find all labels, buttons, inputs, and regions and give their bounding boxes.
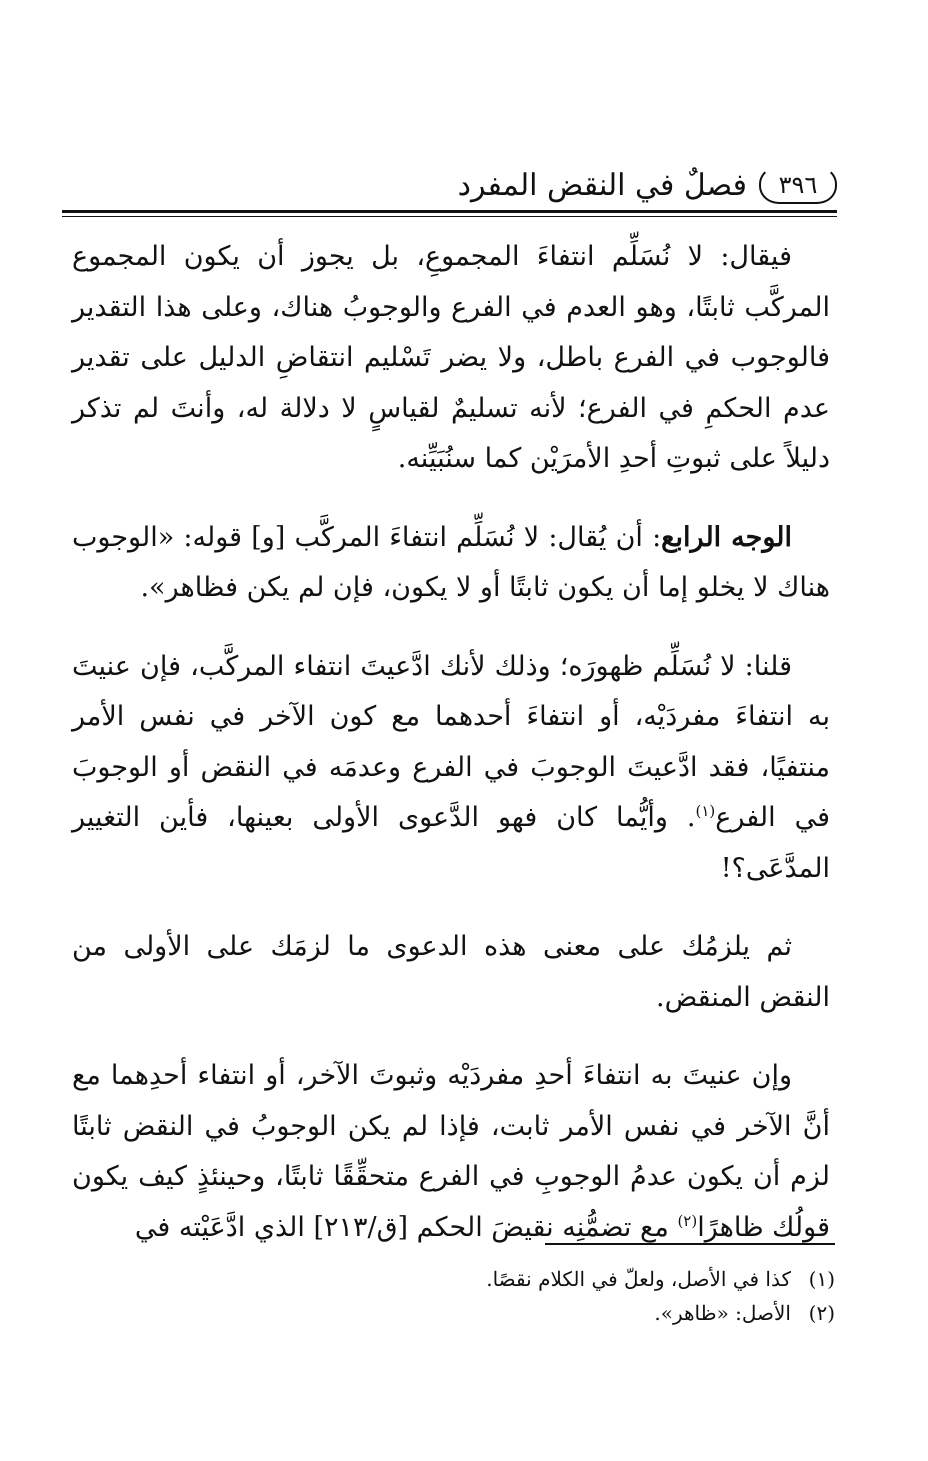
paragraph-4-text: ثم يلزمُك على معنى هذه الدعوى ما لزمَك على الأولى من النقض المنقض. <box>72 931 830 1013</box>
section-lead: الوجه الرابع <box>661 521 792 553</box>
footnote-1-number: (١) <box>808 1267 835 1291</box>
header-rule-thin <box>62 216 837 217</box>
chapter-title: فصلٌ في النقض المفرد <box>457 168 747 203</box>
paragraph-2 <box>72 513 830 614</box>
footnote-2 <box>300 1296 835 1330</box>
page-number: ٣٩٦ <box>759 166 837 204</box>
footnote-2-number: (٢) <box>808 1301 835 1325</box>
paragraph-1-text: فيقال: لا نُسَلِّم انتفاءَ المجموعِ، بل يجوز أن يكون المجموع المركَّب ثابتًا، وهو العدم في الفرع والوجوبُ هناك، وعلى هذا التقدير فالوجوب في الفرع باطل، ولا يضر تَسْليم انتقاضِ الدليل على تقدير عدم الحكمِ في الفرع؛ لأنه تسليمٌ لقياسٍ لا دلالة له، وأنتَ لم تذكر دليلاً على ثبوتِ أحدِ الأمرَيْن كما سنُبَيِّنه. <box>72 241 830 474</box>
footnote-ref-1: (١) <box>695 802 716 820</box>
main-text <box>72 232 830 1279</box>
paragraph-4 <box>72 922 830 1023</box>
footnote-ref-2: (٢) <box>677 1211 698 1230</box>
running-header <box>62 160 837 212</box>
paragraph-1 <box>72 232 830 485</box>
paragraph-3 <box>72 642 830 895</box>
footnote-2-text: الأصل: «ظاهر». <box>654 1301 791 1325</box>
footnote-separator <box>545 1243 835 1245</box>
footnote-1-text: كذا في الأصل، ولعلّ في الكلام نقصًا. <box>486 1267 791 1291</box>
footnotes <box>300 1262 835 1330</box>
paragraph-5-text-a: وإن عنيتَ به انتفاءَ أحدِ مفردَيْه وثبوتَ الآخر، أو انتفاء أحدِهما مع أنَّ الآخر في نفس الأمر ثابت، فإذا لم يكن الوجوبُ في النقض ثابتًا لزم أن يكون عدمُ الوجوبِ في الفرع متحقِّقًا ثابتًا، وحينئذٍ كيف يكون قولُك ظاهرًا <box>72 1060 830 1243</box>
paragraph-3-text-b: . وأيُّما كان فهو الدَّعوى الأولى بعينها، فأين التغيير المدَّعَى؟! <box>72 802 830 884</box>
header-rule-thick <box>62 210 837 213</box>
footnote-1 <box>300 1262 835 1296</box>
paragraph-2-text: : أن يُقال: لا نُسَلِّم انتفاءَ المركَّب [و] قوله: «الوجوب هناك لا يخلو إما أن يكون ثابتًا أو لا يكون، فإن لم يكن فظاهر». <box>72 521 830 603</box>
paragraph-5-text-b: مع تضمُّنِه نقيضَ الحكم [ق/٢١٣] الذي ادَّعَيْته في <box>134 1211 678 1243</box>
paragraph-5 <box>72 1051 830 1253</box>
paragraph-3-text-a: قلنا: لا نُسَلِّم ظهورَه؛ وذلك لأنك ادَّعيتَ انتفاء المركَّب، فإن عنيتَ به انتفاءَ مفردَيْه، أو انتفاءَ أحدهما مع كون الآخر في نفس الأمر منتفيًا، فقد ادَّعيتَ الوجوبَ في الفرع وعدمَه في النقض أو الوجوبَ في الفرع <box>72 650 830 833</box>
